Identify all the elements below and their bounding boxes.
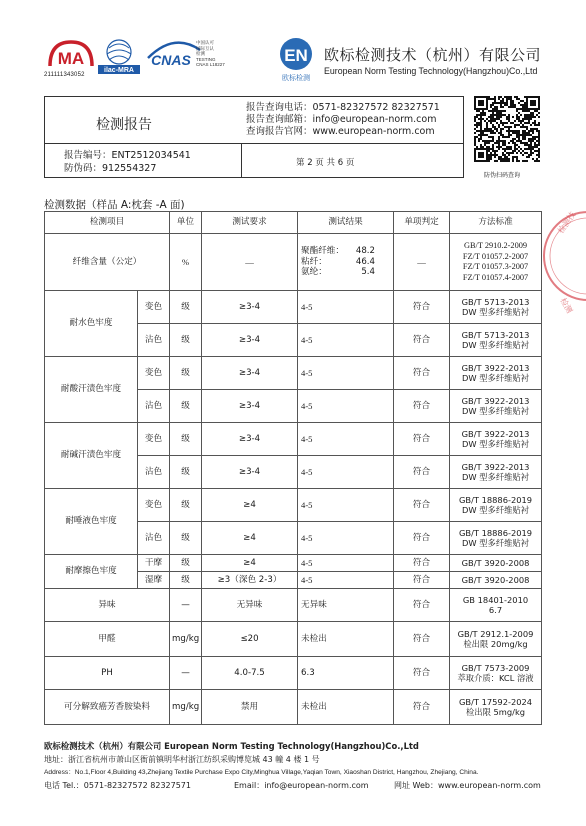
sub-item: 沾色 [138,522,170,555]
requirement-cell: ≥3（深色 2-3） [202,572,298,589]
single-item: 甲醛 [45,622,170,657]
verdict-cell: 符合 [394,690,450,725]
ilac-mra-logo [97,36,141,76]
verdict-cell: 符合 [394,324,450,357]
verdict-cell: 符合 [394,423,450,456]
unit-cell: 级 [170,390,202,423]
cnas-accreditation-text: 中国认可 国际互认 检测 TESTING CNAS L18227 [196,40,225,67]
unit-cell: mg/kg [170,690,202,725]
col-header-requirement: 测试要求 [202,212,298,234]
requirement-cell: ≥4 [202,522,298,555]
result-cell: 4-5 [298,390,394,423]
en-logo-caption: 欧标检测 [282,74,310,82]
standard-cell: GB/T 18886-2019 DW 型多纤维贴衬 [450,489,542,522]
european-norm-logo [274,36,318,82]
requirement-cell: 禁用 [202,690,298,725]
requirement-cell: 4.0-7.5 [202,657,298,690]
verdict-cell: 符合 [394,456,450,489]
verdict-cell: 符合 [394,522,450,555]
unit-cell: — [170,657,202,690]
group-item: 耐酸汗渍色牢度 [45,357,138,423]
company-name-cn: 欧标检测技术（杭州）有限公司 [324,46,542,64]
unit-cell: 级 [170,291,202,324]
table-header-row [45,212,542,234]
group-item: 耐碱汗渍色牢度 [45,423,138,489]
svg-text:EN: EN [284,46,308,65]
footer-phone: 电话 Tel.：0571-82327572 82327571 [44,781,191,790]
table-row [45,357,542,390]
verdict-cell: 符合 [394,589,450,622]
result-cell: 4-5 [298,489,394,522]
col-header-result: 测试结果 [298,212,394,234]
svg-text:检测: 检测 [558,296,575,315]
report-number: 报告编号：ENT2512034541 [64,150,191,161]
requirement-cell: ≥4 [202,489,298,522]
standard-cell: GB/T 5713-2013 DW 型多纤维贴衬 [450,324,542,357]
fiber-results: 聚酯纤维： 48.2 粘纤： 46.4 氨纶： 5.4 [298,234,394,291]
footer [44,740,554,792]
cnas-text: CNAS [151,52,191,68]
group-item: 耐唾液色牢度 [45,489,138,555]
ma-number: 211111343052 [44,72,85,78]
qr-code[interactable] [474,96,540,162]
fiber-standards: GB/T 2910.2-2009 FZ/T 01057.2-2007 FZ/T 01057.3-2007 FZ/T 01057.4-2007 [450,234,542,291]
fiber-item: 纤维含量（公定） [45,234,170,291]
standard-cell: GB/T 3922-2013 DW 型多纤维贴衬 [450,456,542,489]
result-cell: 4-5 [298,291,394,324]
sub-item: 变色 [138,489,170,522]
ma-text: MA [57,49,85,68]
col-header-unit: 单位 [170,212,202,234]
company-name-en: European Norm Testing Technology(Hangzhou)Co.,Ltd [324,66,538,76]
sub-item: 干摩 [138,555,170,572]
verdict-cell: 符合 [394,390,450,423]
footer-contacts [44,779,554,792]
standard-cell: GB/T 3922-2013 DW 型多纤维贴衬 [450,423,542,456]
sub-item: 沾色 [138,456,170,489]
requirement-cell: ≥3-4 [202,291,298,324]
verdict-cell: 符合 [394,291,450,324]
result-cell: 4-5 [298,555,394,572]
fiber-unit: % [170,234,202,291]
unit-cell: 级 [170,456,202,489]
fiber-requirement: — [202,234,298,291]
report-title: 检测报告 [96,117,152,133]
requirement-cell: ≥3-4 [202,357,298,390]
col-header-verdict: 单项判定 [394,212,450,234]
unit-cell: 级 [170,489,202,522]
unit-cell: 级 [170,324,202,357]
result-cell: 4-5 [298,423,394,456]
unit-cell: 级 [170,522,202,555]
sub-item: 变色 [138,357,170,390]
requirement-cell: ≥3-4 [202,456,298,489]
report-email: 报告查询邮箱：info@european-norm.com [246,114,437,125]
requirement-cell: ≥3-4 [202,324,298,357]
result-cell: 4-5 [298,324,394,357]
sub-item: 变色 [138,291,170,324]
table-row [45,423,542,456]
verdict-cell: 符合 [394,622,450,657]
footer-email: Email：info@european-norm.com [234,781,369,790]
result-cell: 未检出 [298,622,394,657]
table-row [45,589,542,622]
sub-item: 湿摩 [138,572,170,589]
single-item: 异味 [45,589,170,622]
standard-cell: GB/T 3922-2013 DW 型多纤维贴衬 [450,390,542,423]
svg-text:检测技: 检测技 [556,210,578,236]
qr-caption: 防伪扫码查询 [484,172,521,179]
footer-web: 网址 Web：www.european-norm.com [394,781,541,790]
verdict-cell: 符合 [394,489,450,522]
sub-item: 沾色 [138,324,170,357]
unit-cell: 级 [170,572,202,589]
result-cell: 4-5 [298,456,394,489]
result-cell: 未检出 [298,690,394,725]
requirement-cell: ≥3-4 [202,423,298,456]
verdict-cell: 符合 [394,657,450,690]
verdict-cell: 符合 [394,572,450,589]
footer-address-en: Address：No.1,Floor 4,Building 43,Zhejiang Textile Purchase Expo City,Minghua Village,Yaqian Town, Xiaoshan District, Hangzhou, Zhejiang, China. [44,769,479,776]
col-header-standard: 方法标准 [450,212,542,234]
anti-fake-code: 防伪码：912554327 [64,163,157,174]
single-tests [45,589,542,725]
report-website: 查询报告官网：www.european-norm.com [246,126,435,137]
table-row [45,622,542,657]
single-item: PH [45,657,170,690]
standard-cell: GB/T 5713-2013 DW 型多纤维贴衬 [450,291,542,324]
standard-cell: GB/T 2912.1-2009 检出限 20mg/kg [450,622,542,657]
standard-cell: GB/T 18886-2019 DW 型多纤维贴衬 [450,522,542,555]
table-row [45,291,542,324]
single-item: 可分解致癌芳香胺染料 [45,690,170,725]
requirement-cell: ≤20 [202,622,298,657]
table-row [45,657,542,690]
table-row [45,555,542,572]
result-cell: 6.3 [298,657,394,690]
table-row [45,690,542,725]
unit-cell: 级 [170,357,202,390]
standard-cell: GB/T 17592-2024 检出限 5mg/kg [450,690,542,725]
result-cell: 4-5 [298,572,394,589]
requirement-cell: ≥4 [202,555,298,572]
standard-cell: GB/T 7573-2009 萃取介质：KCL 溶液 [450,657,542,690]
verdict-cell: 符合 [394,357,450,390]
report-phone: 报告查询电话：0571-82327572 82327571 [246,102,440,113]
unit-cell: mg/kg [170,622,202,657]
requirement-cell: 无异味 [202,589,298,622]
result-cell: 4-5 [298,522,394,555]
group-item: 耐摩擦色牢度 [45,555,138,589]
result-cell: 4-5 [298,357,394,390]
page-indicator: 第 2 页 共 6 页 [296,158,355,168]
verdict-cell: 符合 [394,555,450,572]
red-stamp [540,196,586,316]
table-row [45,489,542,522]
unit-cell: 级 [170,423,202,456]
ilac-text: ilac-MRA [104,67,134,74]
standard-cell: GB/T 3920-2008 [450,572,542,589]
fastness-groups [45,291,542,589]
result-cell: 无异味 [298,589,394,622]
test-data-table [44,211,542,725]
fiber-verdict: — [394,234,450,291]
requirement-cell: ≥3-4 [202,390,298,423]
report-identifiers [64,149,191,175]
unit-cell: 级 [170,555,202,572]
footer-address-cn: 地址：浙江省杭州市萧山区衙前镇明华村浙江纺织采购博览城 43 幢 4 楼 1 号 [44,755,320,764]
sub-item: 沾色 [138,390,170,423]
col-header-item: 检测项目 [45,212,170,234]
standard-cell: GB/T 3920-2008 [450,555,542,572]
unit-cell: — [170,589,202,622]
footer-company: 欧标检测技术（杭州）有限公司 European Norm Testing Technology(Hangzhou)Co.,Ltd [44,741,419,751]
report-contact [246,102,440,138]
standard-cell: GB/T 3922-2013 DW 型多纤维贴衬 [450,357,542,390]
group-item: 耐水色牢度 [45,291,138,357]
section-title: 检测数据（样品 A:枕套 -A 面) [44,199,185,211]
cma-logo [46,38,96,68]
standard-cell: GB 18401-2010 6.7 [450,589,542,622]
cnas-logo [144,38,204,72]
table-row-fiber [45,234,542,291]
sub-item: 变色 [138,423,170,456]
